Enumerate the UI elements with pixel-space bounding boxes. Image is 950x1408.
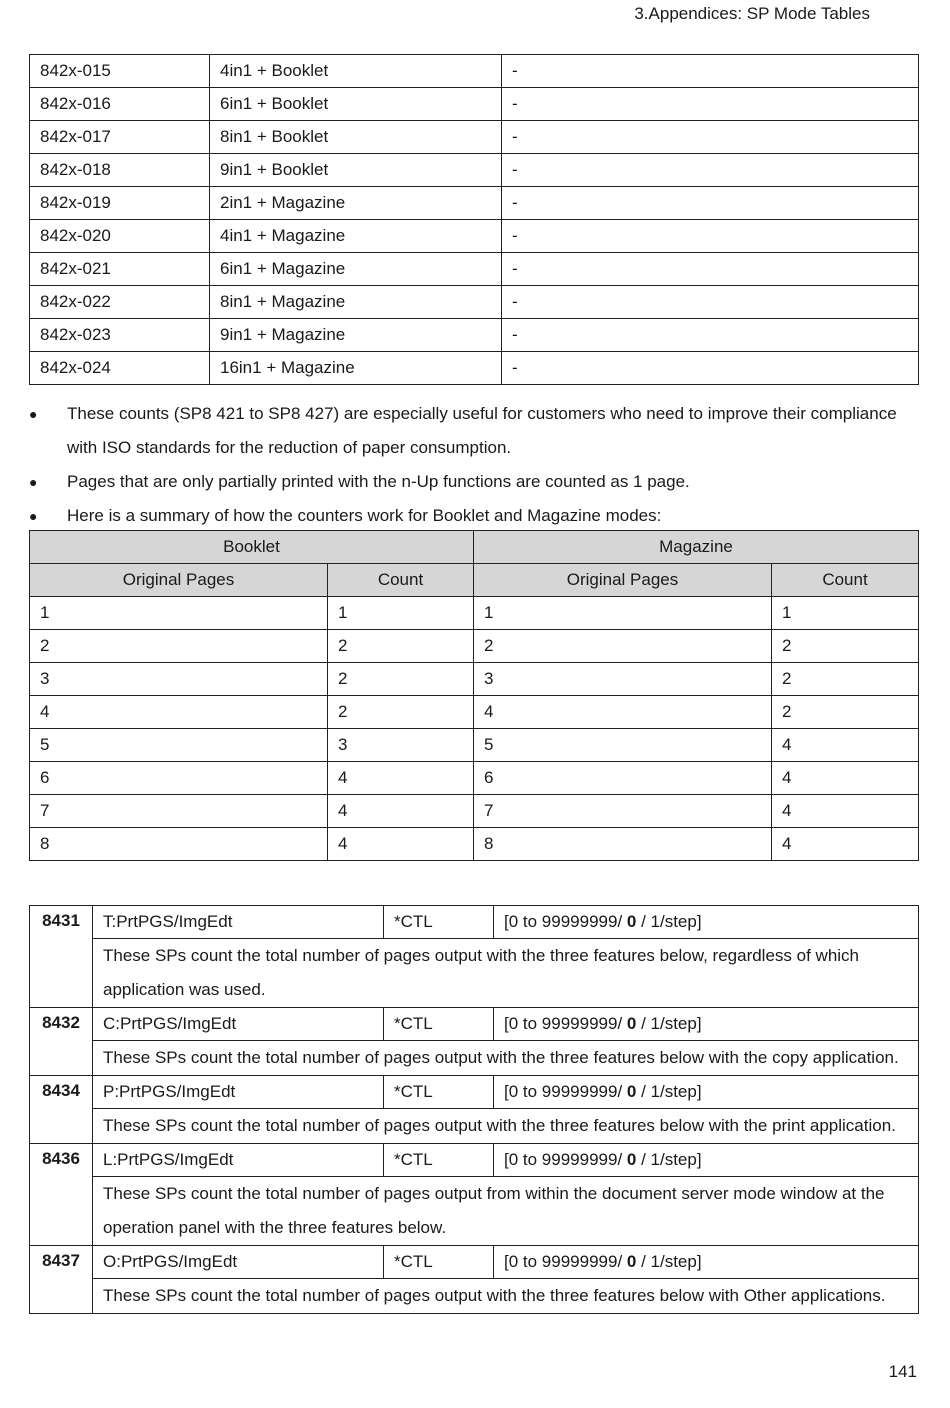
- sp-desc-row: [30, 1279, 919, 1314]
- sp-item-row: [30, 906, 919, 939]
- sp-name-cell: T:PrtPGS/ImgEdt: [93, 906, 384, 939]
- sp-description-cell: These SPs count the total number of pages output with the three features below with the copy application.: [93, 1041, 919, 1076]
- sp-name-cell: 9in1 + Booklet: [210, 154, 502, 187]
- bullet-icon: ●: [29, 474, 38, 490]
- sp-note-cell: -: [502, 88, 919, 121]
- count-header: Count: [328, 564, 474, 597]
- original-pages-header: Original Pages: [474, 564, 772, 597]
- sp-name-cell: 9in1 + Magazine: [210, 319, 502, 352]
- bullet-icon: ●: [29, 406, 38, 422]
- magazine-count-cell: 4: [772, 762, 919, 795]
- sp-description-cell: These SPs count the total number of pages output with the three features below, regardless of which application was used.: [93, 939, 919, 1008]
- sp-note-cell: -: [502, 220, 919, 253]
- summary-table: [29, 530, 919, 861]
- table-row: [30, 729, 919, 762]
- sp-name-cell: C:PrtPGS/ImgEdt: [93, 1008, 384, 1041]
- sp-item-row: [30, 1076, 919, 1109]
- sp-name-cell: 16in1 + Magazine: [210, 352, 502, 385]
- sp-note-cell: -: [502, 319, 919, 352]
- booklet-original-cell: 8: [30, 828, 328, 861]
- booklet-original-cell: 4: [30, 696, 328, 729]
- magazine-original-cell: 8: [474, 828, 772, 861]
- table-row: [30, 187, 919, 220]
- sp-note-cell: -: [502, 253, 919, 286]
- sp-code-cell: 8431: [30, 906, 93, 1008]
- bullet-item: [29, 465, 919, 499]
- range-suffix: / 1/step]: [636, 1082, 702, 1101]
- magazine-count-cell: 2: [772, 696, 919, 729]
- booklet-count-cell: 2: [328, 663, 474, 696]
- sp-description-cell: These SPs count the total number of pages output with the three features below with Other applications.: [93, 1279, 919, 1314]
- magazine-count-cell: 4: [772, 828, 919, 861]
- magazine-count-cell: 4: [772, 795, 919, 828]
- booklet-original-cell: 1: [30, 597, 328, 630]
- range-default: 0: [626, 1150, 637, 1169]
- bullet-text: Here is a summary of how the counters work for Booklet and Magazine modes:: [67, 506, 662, 525]
- booklet-original-cell: 5: [30, 729, 328, 762]
- bullet-item: [29, 397, 919, 465]
- booklet-count-cell: 1: [328, 597, 474, 630]
- sp-number-cell: 842x-016: [30, 88, 210, 121]
- booklet-original-cell: 3: [30, 663, 328, 696]
- sp-code-cell: 8432: [30, 1008, 93, 1076]
- sp-number-cell: 842x-015: [30, 55, 210, 88]
- table-row: [30, 286, 919, 319]
- booklet-header: Booklet: [30, 531, 474, 564]
- sp-name-cell: P:PrtPGS/ImgEdt: [93, 1076, 384, 1109]
- page-number: 141: [888, 1362, 917, 1381]
- magazine-original-cell: 4: [474, 696, 772, 729]
- sp-range-cell: [494, 1076, 919, 1109]
- sp-description-cell: These SPs count the total number of pages output from within the document server mode window at the operation panel with the three features below.: [93, 1177, 919, 1246]
- range-suffix: / 1/step]: [636, 912, 702, 931]
- table-row: [30, 663, 919, 696]
- table-row: [30, 253, 919, 286]
- sp-description-cell: These SPs count the total number of pages output with the three features below with the print application.: [93, 1109, 919, 1144]
- magazine-original-cell: 7: [474, 795, 772, 828]
- sp-ctl-cell: *CTL: [384, 1076, 494, 1109]
- magazine-count-cell: 2: [772, 630, 919, 663]
- range-suffix: / 1/step]: [636, 1014, 702, 1033]
- booklet-count-cell: 4: [328, 762, 474, 795]
- original-pages-header: Original Pages: [30, 564, 328, 597]
- sp-number-cell: 842x-023: [30, 319, 210, 352]
- sp-range-cell: [494, 906, 919, 939]
- range-default: 0: [626, 1014, 637, 1033]
- sp-code-cell: 8437: [30, 1246, 93, 1314]
- range-suffix: / 1/step]: [636, 1150, 702, 1169]
- booklet-count-cell: 3: [328, 729, 474, 762]
- booklet-count-cell: 2: [328, 696, 474, 729]
- sp-range-cell: [494, 1144, 919, 1177]
- bullet-item: [29, 499, 919, 533]
- sp-number-cell: 842x-024: [30, 352, 210, 385]
- sp-number-cell: 842x-022: [30, 286, 210, 319]
- sp-ctl-cell: *CTL: [384, 1246, 494, 1279]
- counter-table: [29, 54, 919, 385]
- table-row: [30, 795, 919, 828]
- table-row: [30, 597, 919, 630]
- sp-desc-row: [30, 1177, 919, 1246]
- sp-note-cell: -: [502, 187, 919, 220]
- sp-name-cell: 4in1 + Magazine: [210, 220, 502, 253]
- magazine-count-cell: 1: [772, 597, 919, 630]
- magazine-original-cell: 1: [474, 597, 772, 630]
- sp-code-cell: 8434: [30, 1076, 93, 1144]
- sp-note-cell: -: [502, 286, 919, 319]
- booklet-count-cell: 2: [328, 630, 474, 663]
- magazine-original-cell: 2: [474, 630, 772, 663]
- sp-name-cell: 8in1 + Magazine: [210, 286, 502, 319]
- sp-note-cell: -: [502, 121, 919, 154]
- sp-number-cell: 842x-018: [30, 154, 210, 187]
- sp-note-cell: -: [502, 352, 919, 385]
- bullet-list: [29, 397, 919, 533]
- sp-item-row: [30, 1008, 919, 1041]
- magazine-count-cell: 2: [772, 663, 919, 696]
- range-prefix: [0 to 99999999/: [504, 1082, 627, 1101]
- sp-name-cell: 6in1 + Booklet: [210, 88, 502, 121]
- table-row: [30, 319, 919, 352]
- sp-range-cell: [494, 1246, 919, 1279]
- bullet-text: Pages that are only partially printed with the n-Up functions are counted as 1 page.: [67, 472, 690, 491]
- table-row: [30, 828, 919, 861]
- sp-number-cell: 842x-019: [30, 187, 210, 220]
- sp-ctl-cell: *CTL: [384, 1144, 494, 1177]
- table-row: [30, 220, 919, 253]
- sp-name-cell: 2in1 + Magazine: [210, 187, 502, 220]
- magazine-header: Magazine: [474, 531, 919, 564]
- sp-range-cell: [494, 1008, 919, 1041]
- range-prefix: [0 to 99999999/: [504, 1014, 627, 1033]
- booklet-original-cell: 2: [30, 630, 328, 663]
- magazine-original-cell: 5: [474, 729, 772, 762]
- sp-note-cell: -: [502, 154, 919, 187]
- range-default: 0: [626, 1082, 637, 1101]
- sp-number-cell: 842x-020: [30, 220, 210, 253]
- range-default: 0: [626, 1252, 637, 1271]
- sp-desc-row: [30, 1109, 919, 1144]
- booklet-original-cell: 6: [30, 762, 328, 795]
- table-row: [30, 696, 919, 729]
- range-prefix: [0 to 99999999/: [504, 1150, 627, 1169]
- table-row: [30, 630, 919, 663]
- page-header: 3.Appendices: SP Mode Tables: [634, 4, 870, 23]
- sp-ctl-cell: *CTL: [384, 906, 494, 939]
- sp-desc-row: [30, 1041, 919, 1076]
- range-prefix: [0 to 99999999/: [504, 912, 627, 931]
- sp-ctl-cell: *CTL: [384, 1008, 494, 1041]
- range-suffix: / 1/step]: [636, 1252, 702, 1271]
- sp-number-cell: 842x-021: [30, 253, 210, 286]
- sp-note-cell: -: [502, 55, 919, 88]
- booklet-original-cell: 7: [30, 795, 328, 828]
- sp-name-cell: 6in1 + Magazine: [210, 253, 502, 286]
- booklet-count-cell: 4: [328, 828, 474, 861]
- magazine-count-cell: 4: [772, 729, 919, 762]
- table-row: [30, 55, 919, 88]
- sp-name-cell: 8in1 + Booklet: [210, 121, 502, 154]
- booklet-count-cell: 4: [328, 795, 474, 828]
- magazine-original-cell: 3: [474, 663, 772, 696]
- sp-desc-row: [30, 939, 919, 1008]
- bullet-icon: ●: [29, 508, 38, 524]
- sp-item-row: [30, 1144, 919, 1177]
- table-row: [30, 154, 919, 187]
- sp-code-cell: 8436: [30, 1144, 93, 1246]
- table-row: [30, 121, 919, 154]
- sp-item-row: [30, 1246, 919, 1279]
- sp-number-cell: 842x-017: [30, 121, 210, 154]
- magazine-original-cell: 6: [474, 762, 772, 795]
- table-row: [30, 88, 919, 121]
- bullet-text: These counts (SP8 421 to SP8 427) are especially useful for customers who need to improve their compliance with ISO standards for the reduction of paper consumption.: [67, 404, 897, 457]
- sp-name-cell: O:PrtPGS/ImgEdt: [93, 1246, 384, 1279]
- range-default: 0: [626, 912, 637, 931]
- table-row: [30, 352, 919, 385]
- sp-table: [29, 905, 919, 1314]
- range-prefix: [0 to 99999999/: [504, 1252, 627, 1271]
- sp-name-cell: 4in1 + Booklet: [210, 55, 502, 88]
- count-header: Count: [772, 564, 919, 597]
- sp-name-cell: L:PrtPGS/ImgEdt: [93, 1144, 384, 1177]
- table-row: [30, 762, 919, 795]
